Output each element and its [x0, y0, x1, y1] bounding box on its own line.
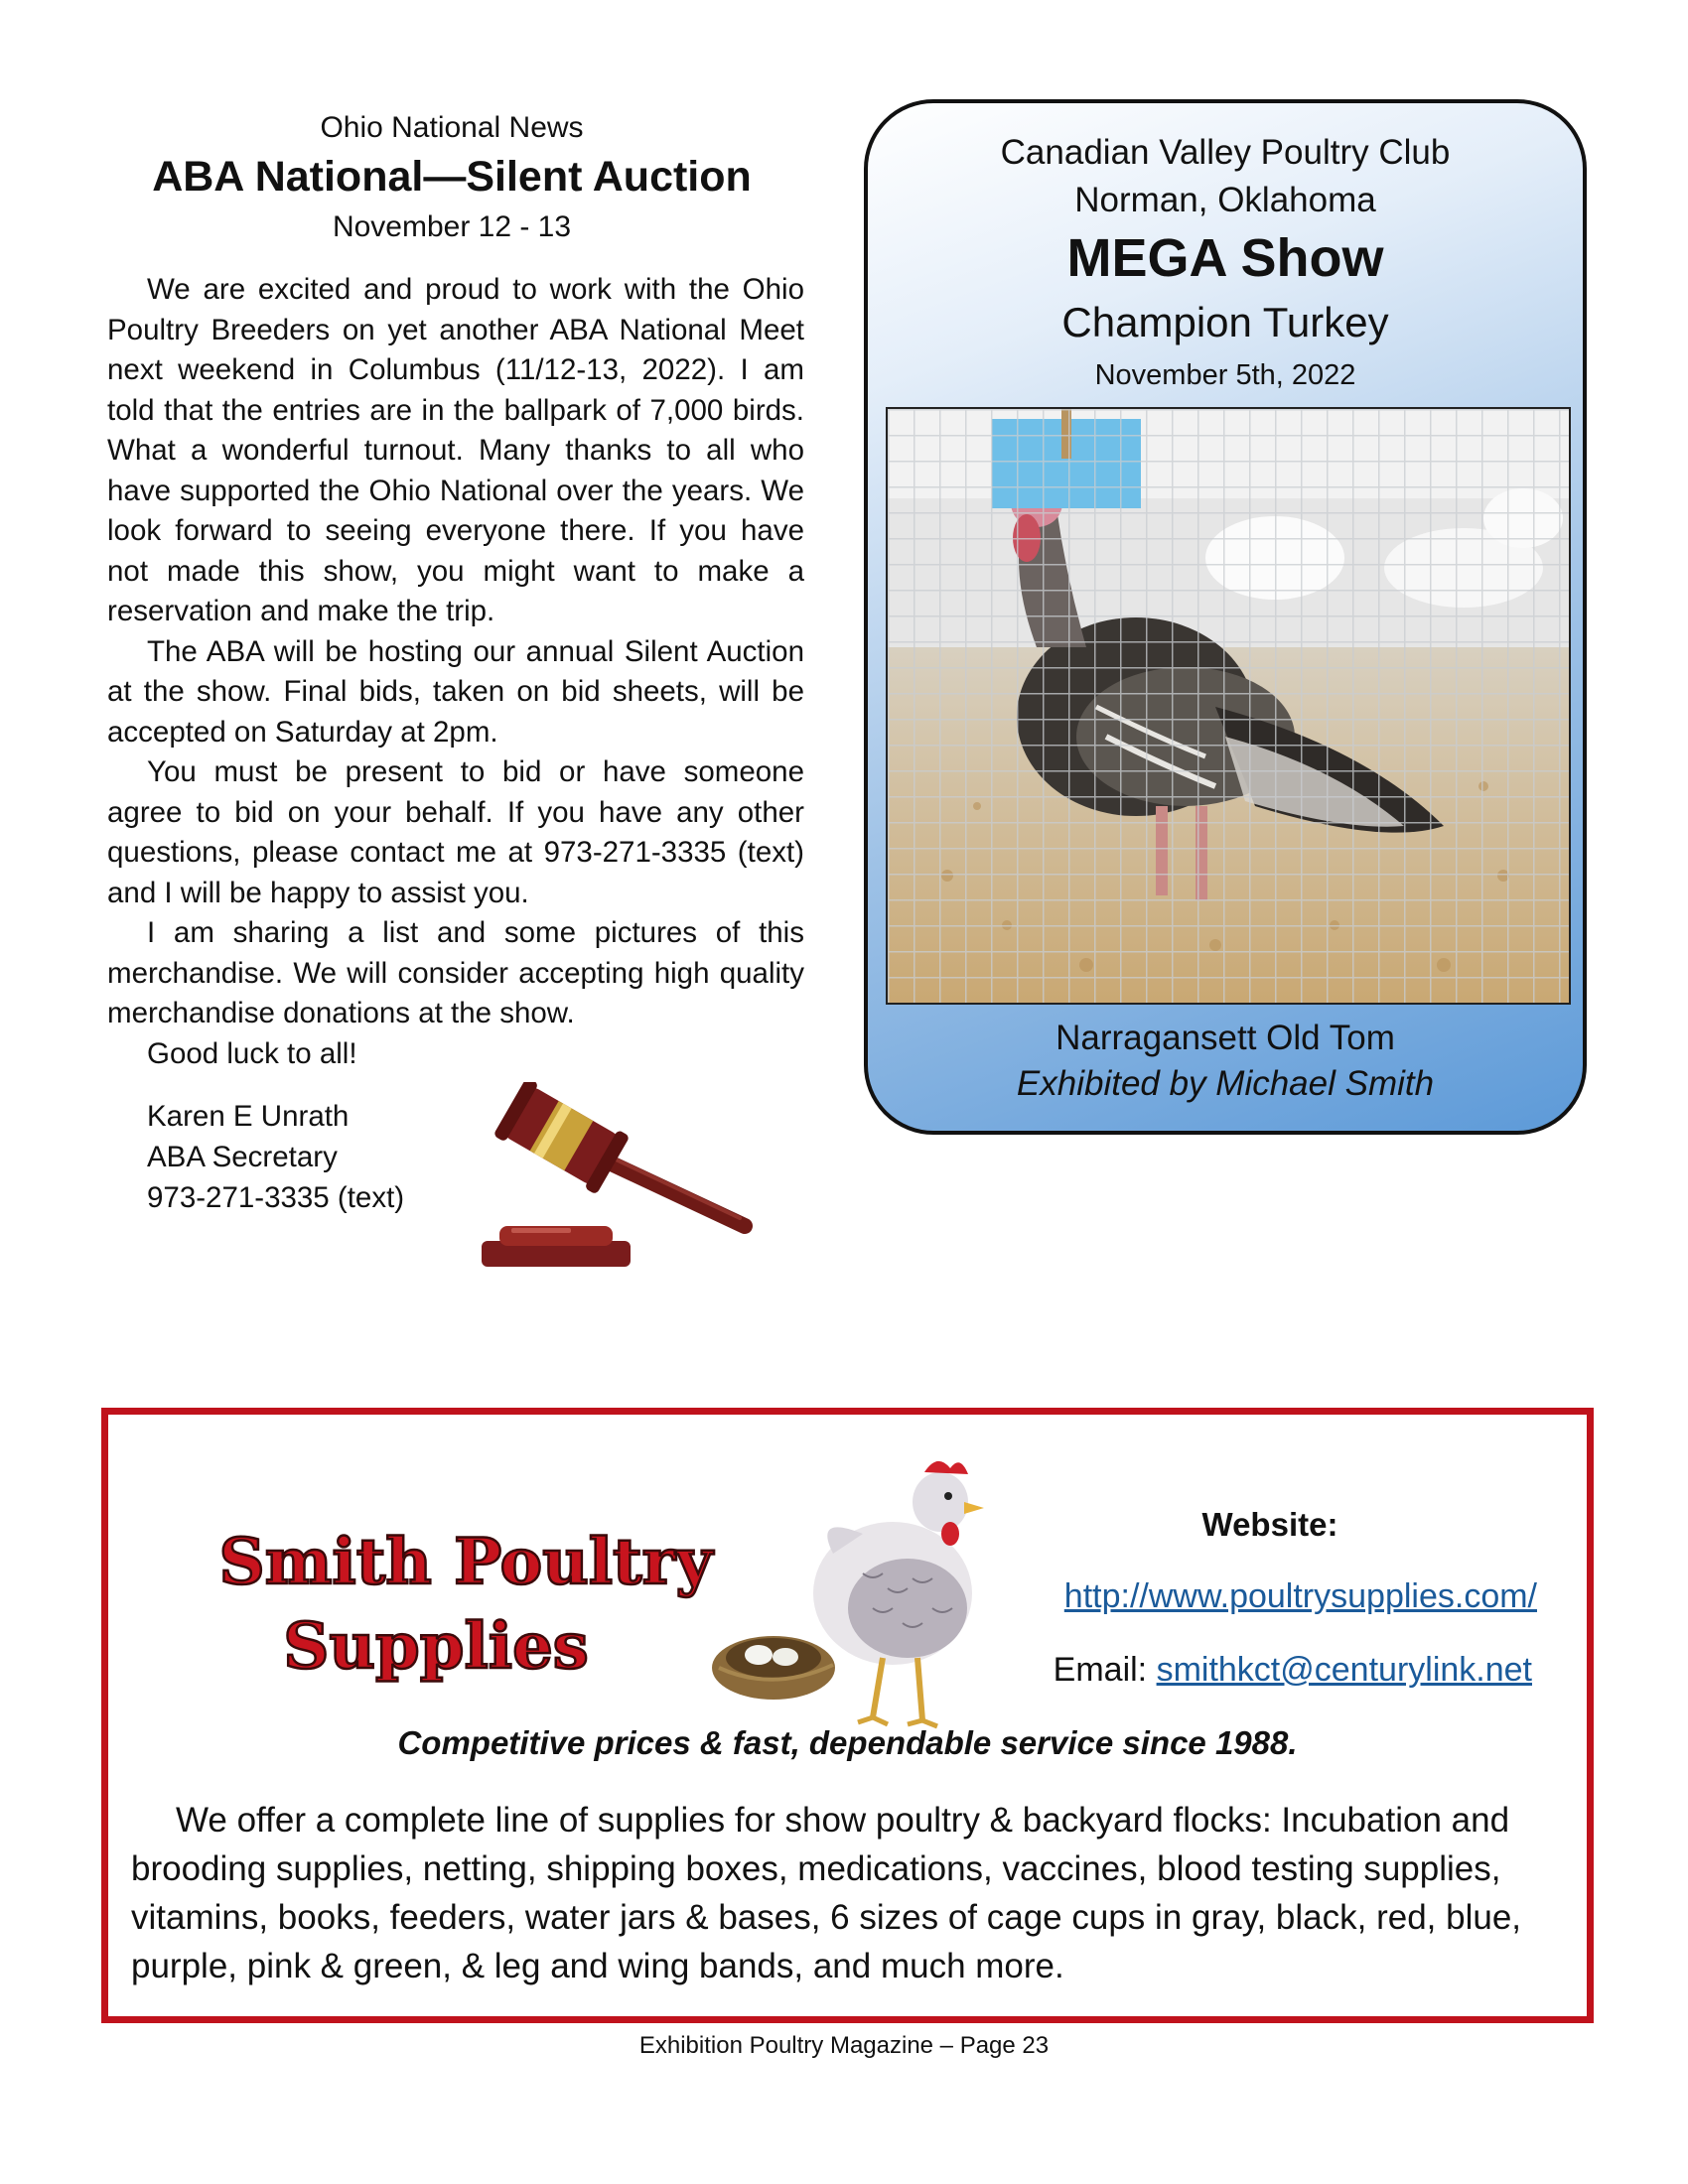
email-label: Email: [1053, 1651, 1157, 1689]
signature-block [147, 1096, 404, 1218]
club-name: Canadian Valley Poultry Club [1000, 133, 1451, 172]
gavel-icon [472, 1082, 770, 1281]
ad-description: We offer a complete line of supplies for show poultry & backyard flocks: Incubation and brooding supplies, netting, shipping boxes, medications, vaccines, blood testing supplies, vitamins, books, feeders, water jars & bases, 6 sizes of cage cups in gray, black, red, blue, purple, pink & green, & leg and wing bands, and much more. [131, 1801, 1522, 1985]
signature-name: Karen E Unrath [147, 1100, 350, 1133]
website-link[interactable]: http://www.poultrysupplies.com/ [1063, 1577, 1537, 1615]
breed-caption: Narragansett Old Tom [1055, 1019, 1395, 1057]
article-paragraph: Good luck to all! [147, 1036, 357, 1070]
article-date: November 12 - 13 [332, 210, 572, 243]
hen-and-nest-icon [694, 1444, 1052, 1742]
article-body [107, 270, 804, 1074]
article-paragraph: I am sharing a list and some pictures of this merchandise. We will consider accepting high quality merchandise donations at the show. [107, 916, 804, 1029]
event-title: MEGA Show [1066, 228, 1384, 288]
event-date: November 5th, 2022 [1094, 359, 1356, 391]
article-paragraph: We are excited and proud to work with the Ohio Poultry Breeders on yet another ABA National Meet next weekend in Columbus (11/12-13, 2022). I am told that the entries are in the ballpark of 7,000 birds. What a wonderful turnout. Many thanks to all who have supported the Ohio National over the years. We look forward to seeing everyone there. If you have not made this show, you might want to make a reservation and make the trip. [107, 273, 804, 627]
website-label: Website: [1201, 1506, 1338, 1543]
page-footer: Exhibition Poultry Magazine – Page 23 [638, 2032, 1050, 2059]
turkey-photo [886, 407, 1571, 1005]
article-kicker: Ohio National News [320, 111, 584, 144]
article-paragraph: You must be present to bid or have someone agree to bid on your behalf. If you have any other questions, please contact me at 973-271-3335 (text) and I will be happy to assist you. [107, 755, 804, 909]
turkey-image [888, 409, 1569, 1003]
smith-poultry-ad [101, 1408, 1594, 2023]
logo-line-1: Smith Poultry [218, 1525, 713, 1599]
signature-title: ABA Secretary [147, 1141, 338, 1173]
email-line [1054, 1651, 1532, 1690]
ad-tagline: Competitive prices & fast, dependable service since 1988. [397, 1724, 1298, 1761]
award-title: Champion Turkey [1061, 299, 1389, 345]
article-headline: ABA National—Silent Auction [152, 153, 752, 201]
smith-poultry-logo [148, 1509, 783, 1698]
article-paragraph: The ABA will be hosting our annual Silent Auction at the show. Final bids, taken on bid sheets, will be accepted on Saturday at 2pm. [107, 634, 804, 749]
club-location: Norman, Oklahoma [1074, 181, 1376, 219]
logo-line-2: Supplies [283, 1609, 589, 1684]
mega-show-card [864, 99, 1587, 1135]
email-link[interactable]: smithkct@centurylink.net [1156, 1651, 1532, 1689]
signature-phone: 973-271-3335 (text) [147, 1181, 405, 1214]
exhibitor-caption: Exhibited by Michael Smith [1016, 1064, 1435, 1103]
